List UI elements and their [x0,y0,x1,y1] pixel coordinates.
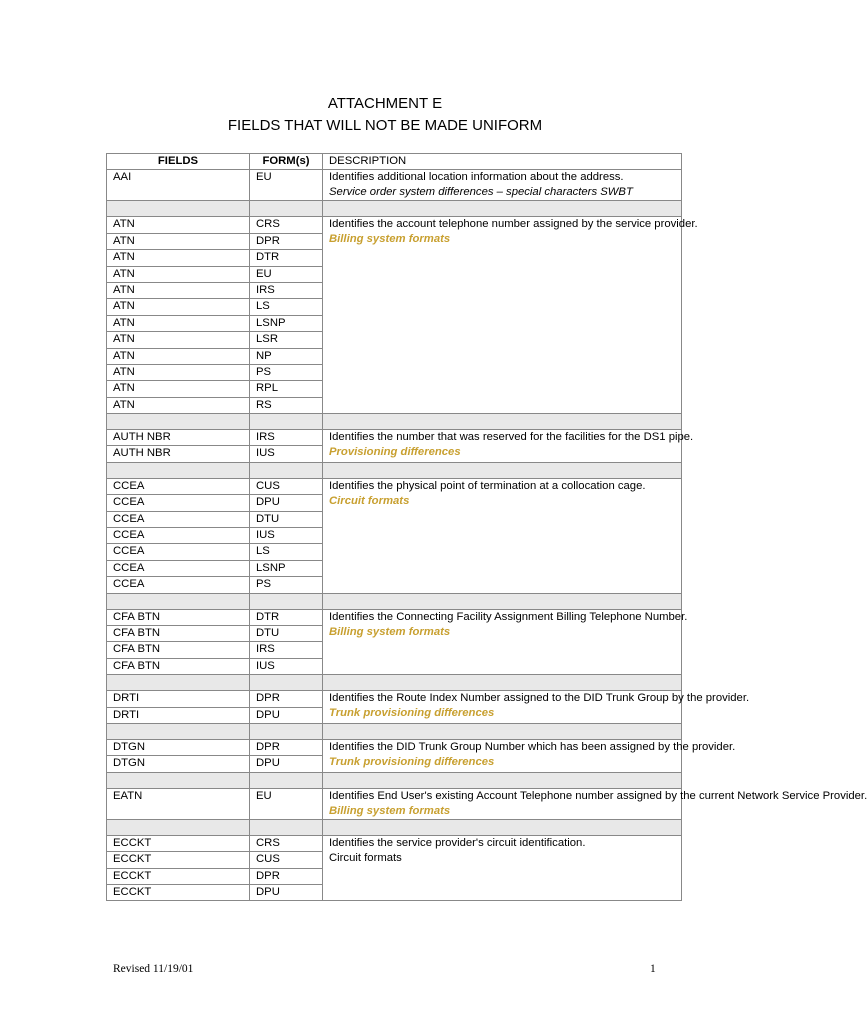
field-cell: AUTH NBR [107,446,250,462]
description-cell [323,430,694,463]
field-cell: DRTI [107,707,250,723]
form-cell: DPU [250,707,323,723]
description-note: Trunk provisioning differences [329,707,495,720]
separator-cell [107,675,250,691]
field-cell: DTGN [107,739,250,755]
description-text: Identifies the physical point of termination at a collocation cage. [329,479,646,492]
field-cell: CFA BTN [107,658,250,674]
attachment-title: ATTACHMENT E [327,95,443,112]
separator-cell [323,414,682,430]
form-cell: DTR [250,609,323,625]
separator-cell [250,772,323,788]
field-cell: DTGN [107,756,250,772]
group-separator [107,819,682,835]
separator-cell [323,201,682,217]
form-cell: IUS [250,658,323,674]
field-cell: ATN [107,364,250,380]
separator-cell [323,723,682,739]
group-separator [107,462,682,478]
separator-cell [107,772,250,788]
field-cell: DRTI [107,691,250,707]
form-cell: IUS [250,528,323,544]
separator-cell [250,593,323,609]
form-cell: DTR [250,250,323,266]
table-row [107,788,682,819]
separator-cell [250,819,323,835]
separator-cell [107,201,250,217]
form-cell: NP [250,348,323,364]
form-cell: PS [250,577,323,593]
description-cell [323,835,682,901]
form-cell: IRS [250,642,323,658]
description-note: Circuit formats [329,851,402,864]
form-cell: LS [250,299,323,315]
description-text: Identifies additional location information about the address. [329,171,624,184]
group-separator [107,414,682,430]
field-cell: EATN [107,788,250,819]
field-cell: ATN [107,332,250,348]
separator-cell [250,201,323,217]
separator-cell [323,675,682,691]
form-cell: DPU [250,495,323,511]
form-cell: EU [250,170,323,201]
form-cell: IRS [250,282,323,298]
description-text: Identifies the DID Trunk Group Number which has been assigned by the provider. [329,740,736,753]
form-cell: DPU [250,756,323,772]
column-header-fields: FIELDS [107,154,250,170]
column-header-description: DESCRIPTION [323,154,682,170]
form-cell: LS [250,544,323,560]
form-cell: CUS [250,478,323,494]
field-cell: ATN [107,315,250,331]
form-cell: DPU [250,884,323,900]
description-cell [323,170,682,201]
table-row [107,430,682,446]
separator-cell [323,593,682,609]
form-cell: RS [250,397,323,413]
description-cell [323,609,688,675]
form-cell: DPR [250,233,323,249]
field-cell: CCEA [107,511,250,527]
form-cell: PS [250,364,323,380]
form-cell: DPR [250,868,323,884]
description-text: Identifies End User's existing Account Telephone number assigned by the current Network Service Provider. [329,789,867,802]
separator-cell [250,723,323,739]
separator-cell [107,593,250,609]
description-text: Identifies the service provider's circuit identification. [329,836,586,849]
separator-cell [323,462,682,478]
field-cell: CFA BTN [107,609,250,625]
attachment-subtitle: FIELDS THAT WILL NOT BE MADE UNIFORM [227,117,543,134]
separator-cell [250,414,323,430]
field-cell: ATN [107,397,250,413]
field-cell: ATN [107,233,250,249]
table-header-row [107,154,682,170]
description-cell [323,739,736,772]
group-separator [107,675,682,691]
form-cell: LSR [250,332,323,348]
column-header-forms: FORM(s) [250,154,323,170]
description-cell [323,691,750,724]
field-cell: CFA BTN [107,625,250,641]
group-separator [107,772,682,788]
table-row [107,170,682,201]
field-cell: ATN [107,282,250,298]
field-cell: ATN [107,266,250,282]
field-cell: ATN [107,381,250,397]
field-cell: ATN [107,250,250,266]
table-row [107,609,682,625]
form-cell: DTU [250,625,323,641]
form-cell: DPR [250,691,323,707]
field-cell: CFA BTN [107,642,250,658]
field-cell: CCEA [107,577,250,593]
table-row [107,691,682,707]
separator-cell [107,819,250,835]
form-cell: LSNP [250,560,323,576]
description-text: Identifies the account telephone number assigned by the service provider. [329,218,698,231]
field-cell: ECCKT [107,884,250,900]
separator-cell [107,462,250,478]
table-row [107,478,682,494]
field-cell: ATN [107,217,250,233]
description-cell [323,478,682,593]
description-note: Provisioning differences [329,446,461,459]
description-cell [323,217,698,414]
form-cell: LSNP [250,315,323,331]
form-cell: EU [250,266,323,282]
field-cell: CCEA [107,478,250,494]
form-cell: EU [250,788,323,819]
description-note: Billing system formats [329,233,451,246]
field-cell: CCEA [107,560,250,576]
separator-cell [107,723,250,739]
separator-cell [323,772,682,788]
description-note: Circuit formats [329,494,410,507]
form-cell: DPR [250,739,323,755]
form-cell: IUS [250,446,323,462]
field-cell: CCEA [107,528,250,544]
description-text: Identifies the Route Index Number assigned to the DID Trunk Group by the provider. [329,692,750,705]
description-note: Billing system formats [329,625,451,638]
page-number: 1 [650,963,656,975]
field-cell: AAI [107,170,250,201]
form-cell: DTU [250,511,323,527]
separator-cell [250,462,323,478]
description-text: Identifies the Connecting Facility Assignment Billing Telephone Number. [329,610,688,623]
field-cell: ATN [107,348,250,364]
description-note: Service order system differences – special characters SWBT [329,186,633,199]
group-separator [107,723,682,739]
description-note: Billing system formats [329,804,451,817]
description-text: Identifies the number that was reserved for the facilities for the DS1 pipe. [329,431,694,444]
field-cell: ECCKT [107,868,250,884]
form-cell: CUS [250,852,323,868]
separator-cell [250,675,323,691]
form-cell: CRS [250,835,323,851]
separator-cell [107,414,250,430]
form-cell: RPL [250,381,323,397]
field-cell: AUTH NBR [107,430,250,446]
field-cell: ECCKT [107,835,250,851]
field-cell: ATN [107,299,250,315]
form-cell: CRS [250,217,323,233]
table-row [107,217,682,233]
group-separator [107,593,682,609]
table-row [107,835,682,851]
field-cell: CCEA [107,495,250,511]
description-note: Trunk provisioning differences [329,755,495,768]
table-row [107,739,682,755]
group-separator [107,201,682,217]
revision-date: Revised 11/19/01 [113,963,194,975]
field-cell: CCEA [107,544,250,560]
field-cell: ECCKT [107,852,250,868]
fields-table [106,153,867,901]
description-cell [323,788,867,819]
form-cell: IRS [250,430,323,446]
separator-cell [323,819,682,835]
